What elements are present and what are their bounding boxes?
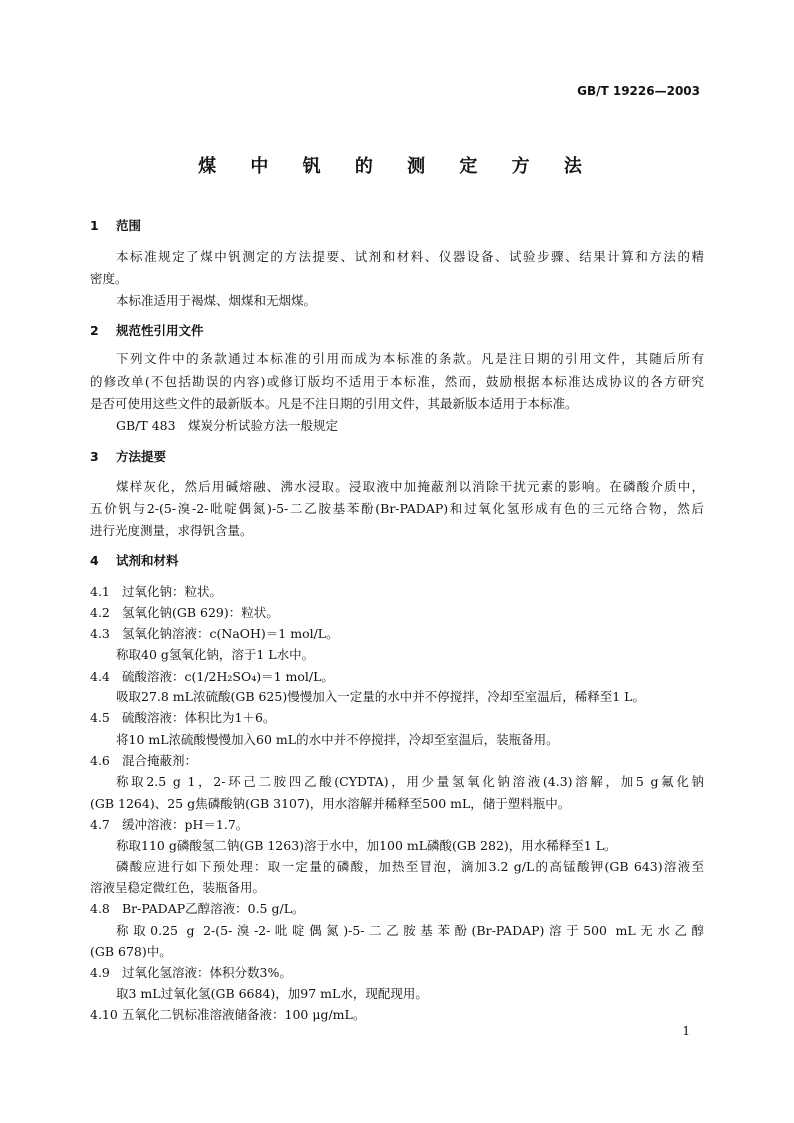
section-2-paragraph-cont: 的修改单(不包括勘误的内容)或修订版均不适用于本标准，然而，鼓励根据本标准达成协议的各方研究 (90, 374, 704, 389)
item-4-7-pretreatment: 磷酸应进行如下预处理：取一定量的磷酸，加热至冒泡，滴加3.2 g/L的高锰酸钾(GB 643)溶液至 (116, 859, 704, 874)
section-3-paragraph: 煤样灰化，然后用碱熔融、沸水浸取。浸取液中加掩蔽剂以消除干扰元素的影响。在磷酸介质中， (116, 479, 704, 494)
item-4-3-detail: 称取40 g氢氧化钠，溶于1 L水中。 (116, 647, 315, 662)
section-1-paragraph: 本标准规定了煤中钒测定的方法提要、试剂和材料、仪器设备、试验步骤、结果计算和方法的精 (116, 249, 704, 264)
section-2-heading: 2 规范性引用文件 (90, 323, 204, 338)
section-3-paragraph-cont: 五价钒与2-(5-溴-2-吡啶偶氮)-5-二乙胺基苯酚(Br-PADAP)和过氧化氢形成有色的三元络合物，然后 (90, 501, 704, 516)
section-1-scope: 本标准适用于褐煤、烟煤和无烟煤。 (116, 293, 317, 308)
item-4-9-detail: 取3 mL过氧化氢(GB 6684)，加97 mL水，现配现用。 (116, 986, 428, 1001)
item-4-6-detail: 称取2.5 g 1，2-环己二胺四乙酸(CYDTA)，用少量氢氧化钠溶液(4.3)溶解，加5 g氟化钠 (116, 774, 704, 789)
section-4-heading: 4 试剂和材料 (90, 553, 179, 568)
item-4-6: 4.6 混合掩蔽剂： (90, 753, 198, 768)
item-4-8-detail-cont: (GB 678)中。 (90, 944, 172, 959)
section-3-heading: 3 方法提要 (90, 449, 167, 464)
item-4-7: 4.7 缓冲溶液：pH＝1.7。 (90, 817, 249, 832)
item-4-7-detail: 称取110 g磷酸氢二钠(GB 1263)溶于水中，加100 mL磷酸(GB 282)，用水稀释至1 L。 (116, 838, 617, 853)
item-4-2: 4.2 氢氧化钠(GB 629)：粒状。 (90, 605, 279, 620)
item-4-8-detail: 称取0.25 g 2-(5-溴-2-吡啶偶氮)-5-二乙胺基苯酚(Br-PADAP)溶于500 mL无水乙醇 (116, 923, 704, 938)
section-1-heading: 1 范围 (90, 218, 142, 233)
item-4-4-detail: 吸取27.8 mL浓硫酸(GB 625)慢慢加入一定量的水中并不停搅拌，冷却至室温后，稀释至1 L。 (116, 689, 645, 704)
document-title: 煤 中 钒 的 测 定 方 法 (198, 156, 596, 177)
item-4-5: 4.5 硫酸溶液：体积比为1＋6。 (90, 710, 276, 725)
section-1-paragraph-cont: 密度。 (90, 271, 128, 286)
item-4-6-detail-cont: (GB 1264)、25 g焦磷酸钠(GB 3107)，用水溶解并稀释至500 mL，储于塑料瓶中。 (90, 796, 571, 811)
standard-number: GB/T 19226—2003 (577, 84, 700, 98)
normative-reference: GB/T 483 煤炭分析试验方法一般规定 (116, 418, 339, 433)
item-4-3: 4.3 氢氧化钠溶液：c(NaOH)＝1 mol/L。 (90, 626, 339, 641)
section-2-paragraph-end: 是否可使用这些文件的最新版本。凡是不注日期的引用文件，其最新版本适用于本标准。 (90, 396, 578, 411)
section-3-paragraph-end: 进行光度测量，求得钒含量。 (90, 523, 253, 538)
item-4-5-detail: 将10 mL浓硫酸慢慢加入60 mL的水中并不停搅拌，冷却至室温后，装瓶备用。 (116, 732, 559, 747)
section-2-paragraph: 下列文件中的条款通过本标准的引用而成为本标准的条款。凡是注日期的引用文件，其随后所有 (116, 351, 704, 366)
page-number: 1 (682, 1024, 690, 1038)
item-4-10: 4.10 五氧化二钒标准溶液储备液：100 μg/mL。 (90, 1007, 366, 1022)
item-4-8: 4.8 Br-PADAP乙醇溶液：0.5 g/L。 (90, 901, 305, 916)
item-4-4: 4.4 硫酸溶液：c(1/2H₂SO₄)＝1 mol/L。 (90, 669, 334, 684)
item-4-7-pretreatment-cont: 溶液呈稳定微红色，装瓶备用。 (90, 880, 266, 895)
item-4-9: 4.9 过氧化氢溶液：体积分数3%。 (90, 965, 292, 980)
item-4-1: 4.1 过氧化钠：粒状。 (90, 584, 223, 599)
